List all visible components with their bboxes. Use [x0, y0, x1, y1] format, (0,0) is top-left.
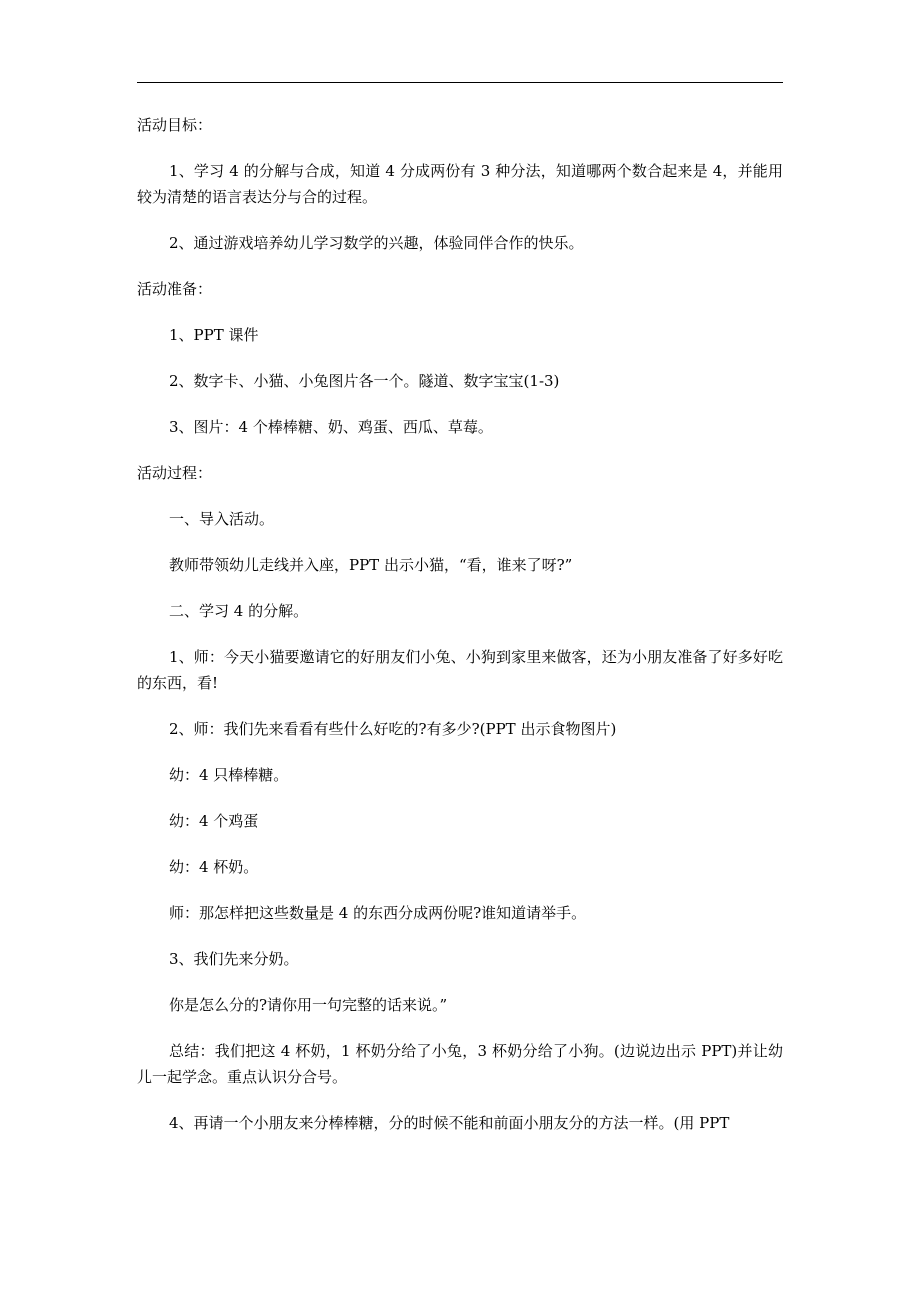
process-text: 你是怎么分的?请你用一句完整的话来说。”: [169, 996, 448, 1014]
process-text: 幼：4 只棒棒糖。: [169, 766, 289, 784]
document-body: [137, 112, 783, 1136]
preparation-item-1: 1、PPT 课件: [169, 326, 259, 344]
header-rule: [137, 82, 783, 83]
goal-item-1: 1、学习 4 的分解与合成，知道 4 分成两份有 3 种分法，知道哪两个数合起来是 4，并能用较为清楚的语言表达分与合的过程。: [137, 162, 783, 206]
process-text: 1、师：今天小猫要邀请它的好朋友们小兔、小狗到家里来做客，还为小朋友准备了好多好吃的东西，看!: [137, 648, 783, 692]
process-step-learn: 二、学习 4 的分解。: [169, 602, 309, 620]
section-heading-preparation: 活动准备：: [137, 280, 213, 298]
preparation-item-2: 2、数字卡、小猫、小兔图片各一个。隧道、数字宝宝(1-3): [169, 372, 560, 390]
process-text: 2、师：我们先来看看有些什么好吃的?有多少?(PPT 出示食物图片): [169, 720, 617, 738]
process-text: 幼：4 个鸡蛋: [169, 812, 259, 830]
process-step-intro: 一、导入活动。: [169, 510, 275, 528]
preparation-item-3: 3、图片：4 个棒棒糖、奶、鸡蛋、西瓜、草莓。: [169, 418, 493, 436]
goal-item-2: 2、通过游戏培养幼儿学习数学的兴趣，体验同伴合作的快乐。: [169, 234, 584, 252]
process-text: 教师带领幼儿走线并入座，PPT 出示小猫，“看，谁来了呀?”: [169, 556, 573, 574]
section-heading-goals: 活动目标：: [137, 116, 213, 134]
process-text: 4、再请一个小朋友来分棒棒糖，分的时候不能和前面小朋友分的方法一样。(用 PPT: [169, 1114, 730, 1132]
process-text: 师：那怎样把这些数量是 4 的东西分成两份呢?谁知道请举手。: [169, 904, 587, 922]
process-text: 幼：4 杯奶。: [169, 858, 259, 876]
process-summary: 总结：我们把这 4 杯奶，1 杯奶分给了小兔，3 杯奶分给了小狗。(边说边出示 PPT)并让幼儿一起学念。重点认识分合号。: [137, 1042, 783, 1086]
section-heading-process: 活动过程：: [137, 464, 213, 482]
process-text: 3、我们先来分奶。: [169, 950, 299, 968]
